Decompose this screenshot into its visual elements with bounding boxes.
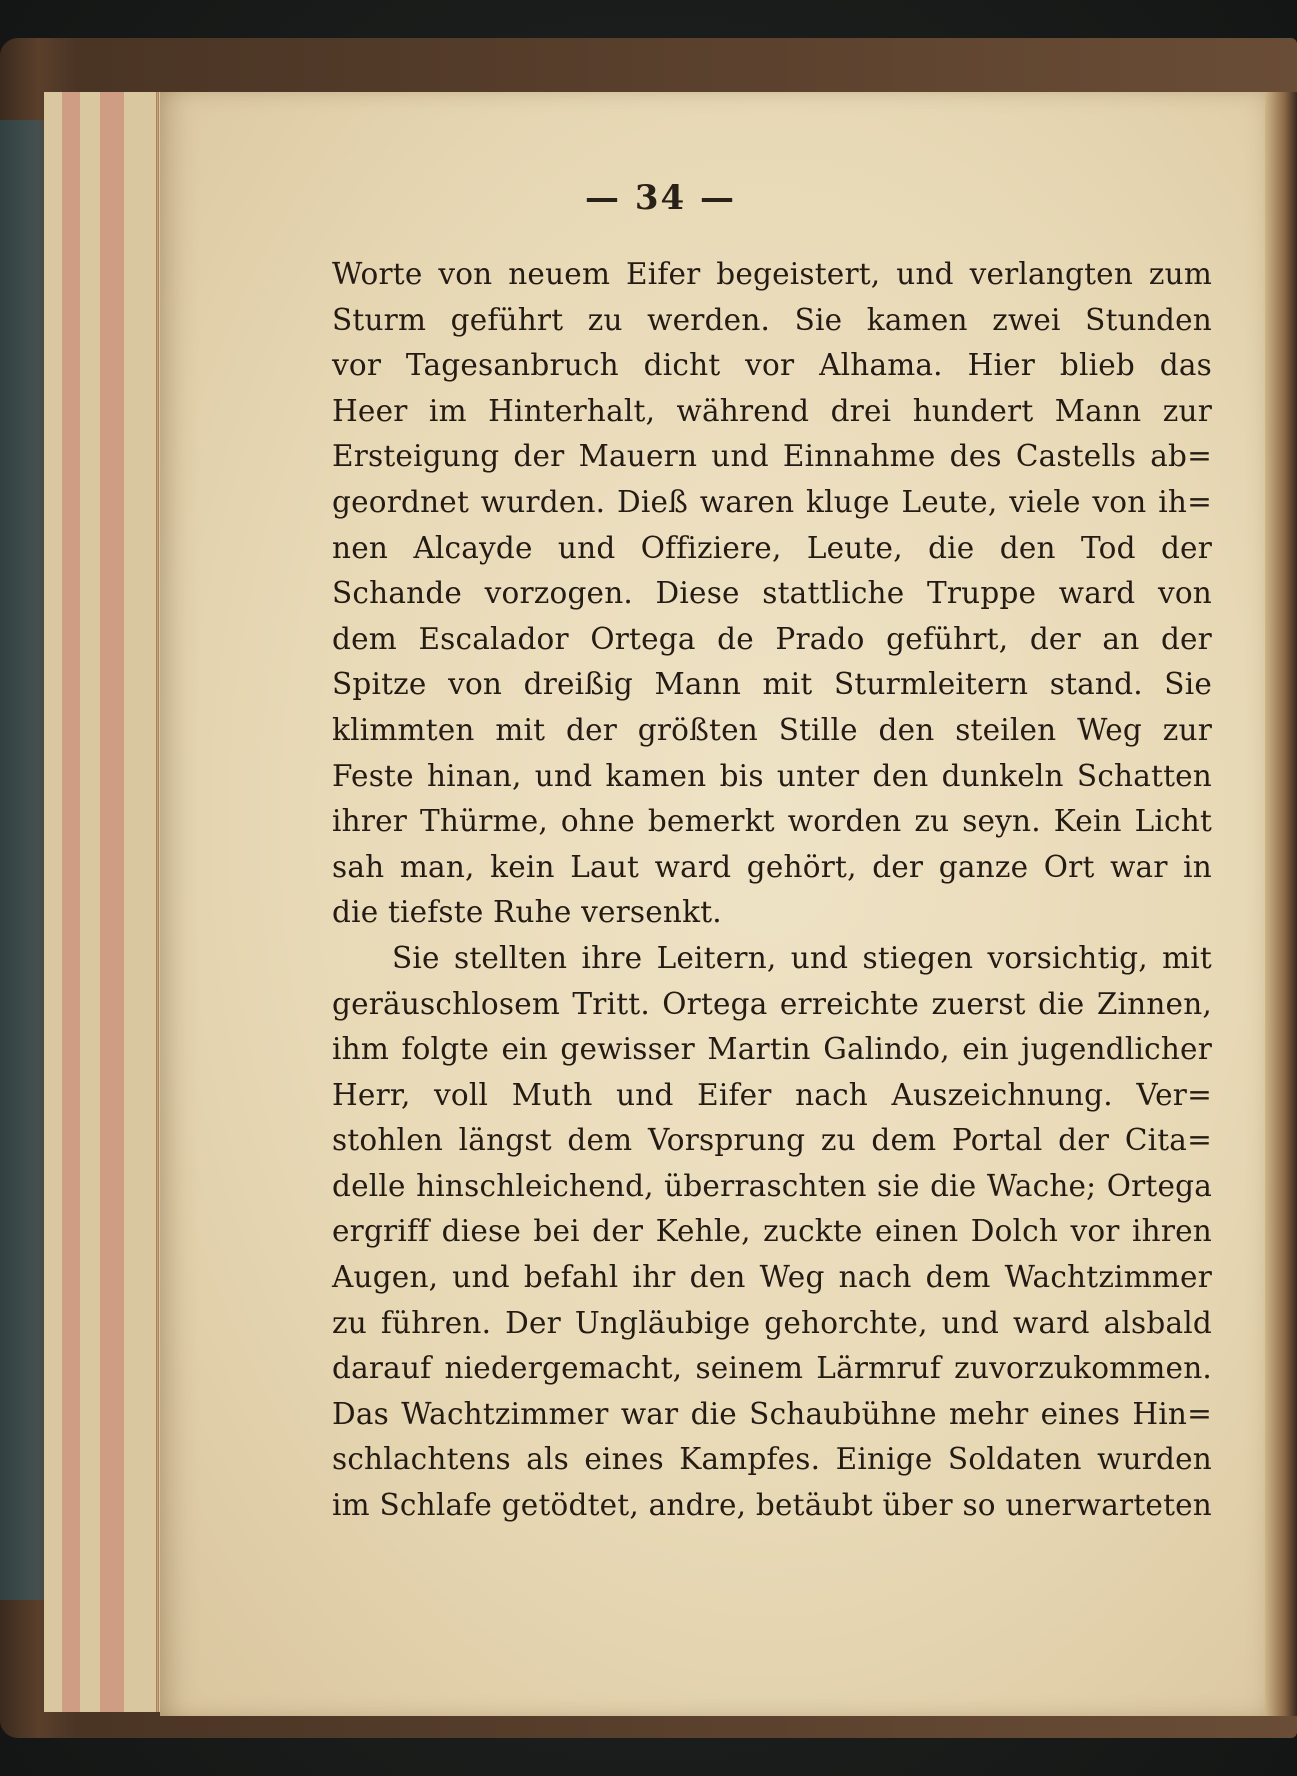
paragraph-start-line: Sie stellten ihre Leitern, und stiegen vorsichtig, mit xyxy=(392,940,1212,975)
text-line: delle hinschleichend, überraschten sie die Wache; Ortega xyxy=(332,1168,1212,1203)
text-line: geräuschlosem Tritt. Ortega erreichte zuerst die Zinnen, xyxy=(332,986,1212,1021)
text-line: Das Wachtzimmer war die Schaubühne mehr eines Hin= xyxy=(332,1396,1212,1431)
text-line: Augen, und befahl ihr den Weg nach dem Wachtzimmer xyxy=(332,1260,1212,1295)
text-line: Heer im Hinterhalt, während drei hundert Mann zur xyxy=(332,393,1212,428)
text-line: Sturm geführt zu werden. Sie kamen zwei Stunden xyxy=(332,302,1212,337)
text-line: ihm folgte ein gewisser Martin Galindo, ein jugendlicher xyxy=(332,1032,1212,1067)
text-line: Schande vorzogen. Diese stattliche Truppe ward von xyxy=(332,576,1212,611)
text-line: sah man, kein Laut ward gehört, der ganze Ort war in xyxy=(332,849,1212,884)
text-line: Worte von neuem Eifer begeistert, und verlangten zum xyxy=(332,257,1212,291)
text-line: Herr, voll Muth und Eifer nach Auszeichnung. Ver= xyxy=(332,1077,1212,1112)
text-line: Feste hinan, und kamen bis unter den dunkeln Schatten xyxy=(332,758,1212,793)
text-line: geordnet wurden. Dieß waren kluge Leute, viele von ih= xyxy=(332,484,1212,519)
text-line: ihrer Thürme, ohne bemerkt worden zu seyn. Kein Licht xyxy=(332,804,1212,839)
page-edge-stack-front xyxy=(124,92,157,1712)
page-number: — 34 — xyxy=(585,178,736,218)
text-line: schlachtens als eines Kampfes. Einige Soldaten wurden xyxy=(332,1442,1212,1477)
text-line: nen Alcayde und Offiziere, Leute, die den Tod der xyxy=(332,530,1212,565)
text-line: ergriff diese bei der Kehle, zuckte einen Dolch vor ihren xyxy=(332,1214,1212,1249)
text-line: Ersteigung der Mauern und Einnahme des Castells ab= xyxy=(332,439,1212,474)
text-line: Spitze von dreißig Mann mit Sturmleitern stand. Sie xyxy=(332,667,1212,702)
paragraph-end-line: die tiefste Ruhe versenkt. xyxy=(332,895,722,930)
text-line: darauf niedergemacht, seinem Lärmruf zuvorzukommen. xyxy=(332,1351,1212,1386)
text-line: dem Escalador Ortega de Prado geführt, der an der xyxy=(332,621,1212,656)
text-line: stohlen längst dem Vorsprung zu dem Portal der Cita= xyxy=(332,1123,1212,1158)
text-line: klimmten mit der größten Stille den steilen Weg zur xyxy=(332,712,1212,747)
text-line: zu führen. Der Ungläubige gehorchte, und ward alsbald xyxy=(332,1305,1212,1340)
text-line: vor Tagesanbruch dicht vor Alhama. Hier blieb das xyxy=(332,348,1212,383)
page-gutter xyxy=(1265,92,1297,1716)
body-text xyxy=(332,252,1212,1529)
text-line: im Schlafe getödtet, andre, betäubt über so unerwarteten xyxy=(332,1488,1212,1523)
